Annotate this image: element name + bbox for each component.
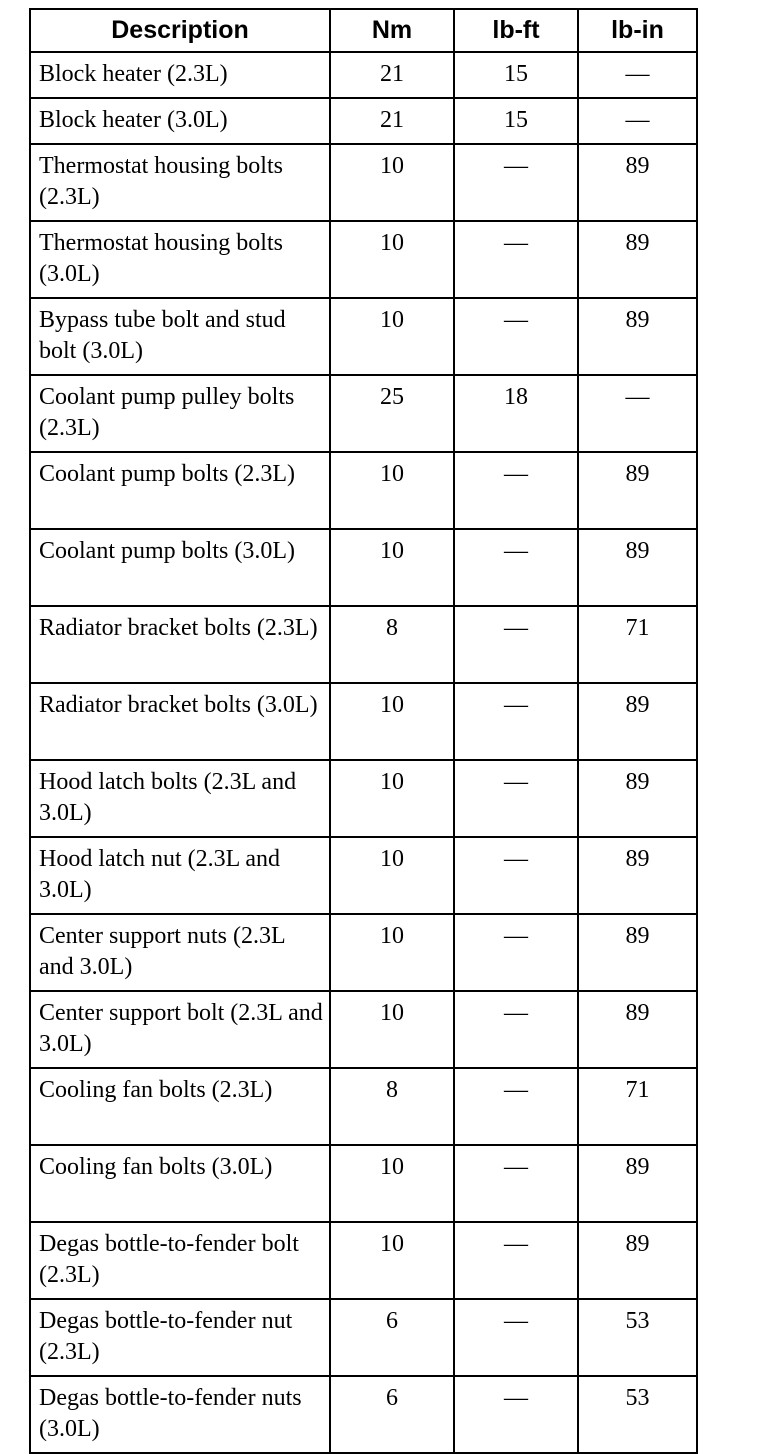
description-cell: Radiator bracket bolts (2.3L) xyxy=(30,606,330,683)
lb-in-cell: — xyxy=(578,98,697,144)
header-description: Description xyxy=(30,9,330,52)
nm-cell: 10 xyxy=(330,1222,454,1299)
description-cell: Coolant pump bolts (3.0L) xyxy=(30,529,330,606)
table-row xyxy=(30,1376,697,1453)
lb-in-cell: 89 xyxy=(578,452,697,529)
lb-in-cell: — xyxy=(578,375,697,452)
description-cell: Bypass tube bolt and stud bolt (3.0L) xyxy=(30,298,330,375)
table-row xyxy=(30,914,697,991)
table-row xyxy=(30,221,697,298)
description-cell: Degas bottle-to-fender nuts (3.0L) xyxy=(30,1376,330,1453)
lb-in-cell: 89 xyxy=(578,837,697,914)
lb-ft-cell: — xyxy=(454,144,578,221)
lb-in-cell: 89 xyxy=(578,991,697,1068)
nm-cell: 8 xyxy=(330,606,454,683)
description-cell: Cooling fan bolts (2.3L) xyxy=(30,1068,330,1145)
lb-ft-cell: — xyxy=(454,452,578,529)
lb-ft-cell: 15 xyxy=(454,52,578,98)
table-row xyxy=(30,991,697,1068)
lb-in-cell: 89 xyxy=(578,760,697,837)
nm-cell: 10 xyxy=(330,1145,454,1222)
nm-cell: 10 xyxy=(330,760,454,837)
table-row xyxy=(30,52,697,98)
table-row xyxy=(30,760,697,837)
description-cell: Hood latch bolts (2.3L and 3.0L) xyxy=(30,760,330,837)
table-row xyxy=(30,683,697,760)
table-row xyxy=(30,298,697,375)
nm-cell: 10 xyxy=(330,914,454,991)
table-row xyxy=(30,375,697,452)
nm-cell: 10 xyxy=(330,221,454,298)
table-row xyxy=(30,606,697,683)
nm-cell: 8 xyxy=(330,1068,454,1145)
description-cell: Degas bottle-to-fender bolt (2.3L) xyxy=(30,1222,330,1299)
lb-ft-cell: — xyxy=(454,991,578,1068)
lb-ft-cell: — xyxy=(454,1299,578,1376)
lb-in-cell: — xyxy=(578,52,697,98)
header-lb-ft: lb-ft xyxy=(454,9,578,52)
lb-ft-cell: — xyxy=(454,1376,578,1453)
table-row xyxy=(30,529,697,606)
lb-in-cell: 89 xyxy=(578,683,697,760)
nm-cell: 25 xyxy=(330,375,454,452)
description-cell: Thermostat housing bolts (2.3L) xyxy=(30,144,330,221)
nm-cell: 10 xyxy=(330,991,454,1068)
table-row xyxy=(30,837,697,914)
table-row xyxy=(30,144,697,221)
lb-in-cell: 89 xyxy=(578,221,697,298)
description-cell: Radiator bracket bolts (3.0L) xyxy=(30,683,330,760)
lb-in-cell: 71 xyxy=(578,1068,697,1145)
lb-in-cell: 89 xyxy=(578,529,697,606)
header-nm: Nm xyxy=(330,9,454,52)
description-cell: Block heater (2.3L) xyxy=(30,52,330,98)
lb-ft-cell: — xyxy=(454,837,578,914)
nm-cell: 10 xyxy=(330,529,454,606)
table-row xyxy=(30,452,697,529)
nm-cell: 10 xyxy=(330,683,454,760)
description-cell: Center support bolt (2.3L and 3.0L) xyxy=(30,991,330,1068)
lb-in-cell: 71 xyxy=(578,606,697,683)
lb-ft-cell: — xyxy=(454,683,578,760)
lb-ft-cell: 15 xyxy=(454,98,578,144)
lb-ft-cell: — xyxy=(454,606,578,683)
table-row xyxy=(30,98,697,144)
description-cell: Center support nuts (2.3L and 3.0L) xyxy=(30,914,330,991)
lb-ft-cell: — xyxy=(454,1068,578,1145)
lb-in-cell: 89 xyxy=(578,1145,697,1222)
nm-cell: 21 xyxy=(330,52,454,98)
description-cell: Thermostat housing bolts (3.0L) xyxy=(30,221,330,298)
lb-ft-cell: — xyxy=(454,760,578,837)
lb-ft-cell: — xyxy=(454,529,578,606)
lb-in-cell: 89 xyxy=(578,1222,697,1299)
lb-in-cell: 53 xyxy=(578,1299,697,1376)
header-lb-in: lb-in xyxy=(578,9,697,52)
lb-in-cell: 89 xyxy=(578,144,697,221)
table-row xyxy=(30,1145,697,1222)
nm-cell: 10 xyxy=(330,837,454,914)
nm-cell: 10 xyxy=(330,298,454,375)
description-cell: Coolant pump bolts (2.3L) xyxy=(30,452,330,529)
table-row xyxy=(30,1068,697,1145)
nm-cell: 10 xyxy=(330,452,454,529)
lb-ft-cell: — xyxy=(454,914,578,991)
lb-ft-cell: — xyxy=(454,1222,578,1299)
description-cell: Coolant pump pulley bolts (2.3L) xyxy=(30,375,330,452)
table-row xyxy=(30,1222,697,1299)
lb-in-cell: 89 xyxy=(578,298,697,375)
description-cell: Hood latch nut (2.3L and 3.0L) xyxy=(30,837,330,914)
table-row xyxy=(30,1299,697,1376)
nm-cell: 6 xyxy=(330,1299,454,1376)
lb-ft-cell: — xyxy=(454,298,578,375)
description-cell: Block heater (3.0L) xyxy=(30,98,330,144)
description-cell: Cooling fan bolts (3.0L) xyxy=(30,1145,330,1222)
lb-ft-cell: 18 xyxy=(454,375,578,452)
header-row xyxy=(30,9,697,52)
lb-ft-cell: — xyxy=(454,221,578,298)
nm-cell: 10 xyxy=(330,144,454,221)
nm-cell: 6 xyxy=(330,1376,454,1453)
torque-specifications-table xyxy=(29,8,698,1454)
nm-cell: 21 xyxy=(330,98,454,144)
lb-ft-cell: — xyxy=(454,1145,578,1222)
lb-in-cell: 89 xyxy=(578,914,697,991)
description-cell: Degas bottle-to-fender nut (2.3L) xyxy=(30,1299,330,1376)
lb-in-cell: 53 xyxy=(578,1376,697,1453)
